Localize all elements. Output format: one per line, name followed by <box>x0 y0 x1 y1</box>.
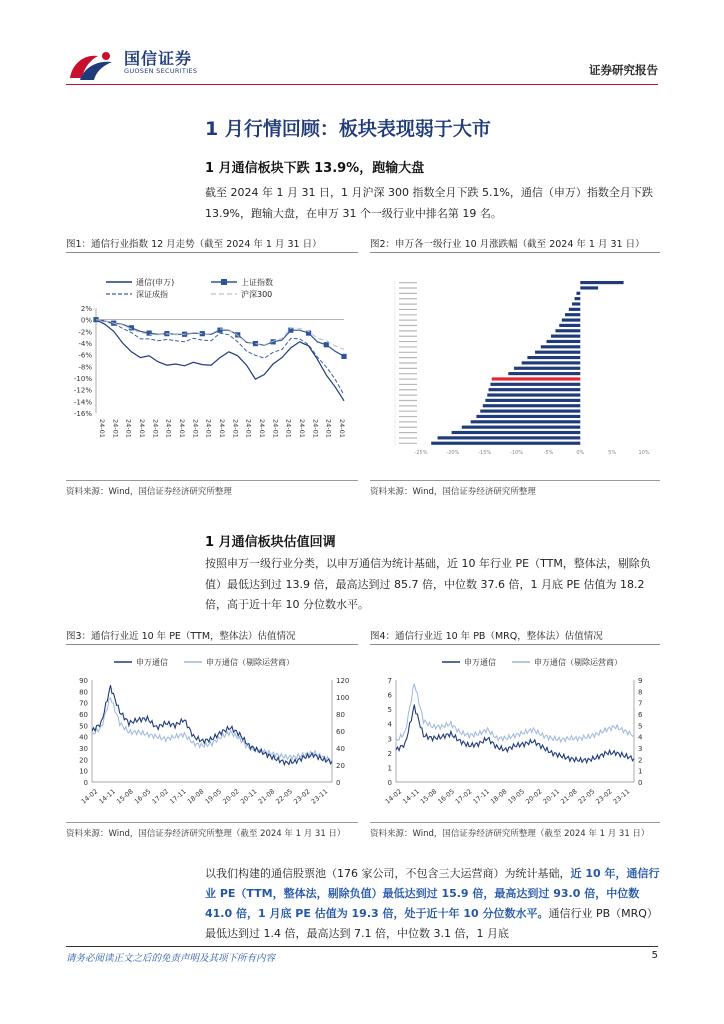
x-tick-label: 24-01 <box>338 419 346 438</box>
y-right-tick-label: 0 <box>638 779 643 787</box>
x-tick-label: 16-05 <box>132 787 153 806</box>
legend-label: 申万通信（剔除运营商） <box>534 658 622 667</box>
figure-2-source: 资料来源：Wind，国信证券经济研究所整理 <box>370 487 536 497</box>
x-tick-label: 23-11 <box>309 787 330 806</box>
y-tick-label: -8% <box>78 363 92 372</box>
y-left-tick-label: 20 <box>79 756 88 765</box>
y-left-tick-label: 60 <box>79 711 88 719</box>
x-tick-label: 24-01 <box>178 419 186 438</box>
bar <box>569 308 580 311</box>
footer-divider <box>66 946 658 947</box>
y-right-tick-label: 5 <box>638 722 643 731</box>
x-tick-label: 23-11 <box>611 787 632 806</box>
y-right-tick-label: 4 <box>638 733 643 742</box>
y-right-tick-label: 80 <box>336 711 345 719</box>
bar <box>452 431 581 434</box>
guosen-logo-icon <box>66 48 116 84</box>
bar <box>438 436 581 439</box>
x-tick-label: 19-05 <box>506 787 527 806</box>
paragraph-3-highlight: 近 10 年，通信行业 PE（TTM，整体法，剔除负值）最低达到过 15.9 倍，最高达到过 93.0 倍，中位数 41.0 倍，1 月底 PE 估值为 19.3 倍，处于近十年 10 分位数水平。 <box>205 867 660 920</box>
bar <box>431 442 580 445</box>
series-line-1 <box>396 684 634 742</box>
x-tick-label: 24-01 <box>191 419 200 438</box>
bar <box>480 410 580 413</box>
x-tick-label: 17-11 <box>471 787 491 806</box>
bar <box>487 393 580 396</box>
header <box>66 44 658 84</box>
x-tick-label: 19-05 <box>203 787 224 806</box>
figure-2-bottom-rule <box>370 480 660 481</box>
y-left-tick-label: 10 <box>79 767 88 776</box>
y-tick-label: -10% <box>73 375 92 383</box>
figure-3-top-rule <box>66 644 358 645</box>
series-marker <box>217 328 222 333</box>
x-tick-label: 18-08 <box>488 787 509 806</box>
bar <box>492 377 581 380</box>
figure-4-chart <box>370 646 660 816</box>
y-right-tick-label: 8 <box>638 688 643 697</box>
y-tick-label: 2% <box>80 305 92 313</box>
x-tick-label: 14-11 <box>97 787 117 806</box>
series-line-1 <box>92 698 332 762</box>
x-tick-label: 24-01 <box>231 419 240 438</box>
x-tick-label: 14-11 <box>401 787 421 806</box>
bar <box>562 318 580 321</box>
x-tick-label: 18-08 <box>185 787 206 806</box>
bar <box>575 297 581 300</box>
x-tick-label: 5% <box>608 450 617 456</box>
series-marker <box>324 342 329 347</box>
y-right-tick-label: 40 <box>336 745 345 753</box>
x-tick-label: 0% <box>576 450 585 456</box>
subsection-title-2: 1 月通信板块估值回调 <box>205 535 336 550</box>
figure-4-title: 图4：通信行业近 10 年 PB（MRQ，整体法）估值情况 <box>370 631 603 642</box>
paragraph-3-tail: 通信行业 PB（MRQ）最低达到过 1.4 倍，最高达到 7.1 倍，中位数 3.1 倍，1 月底 <box>205 907 658 940</box>
report-type-label: 证券研究报告 <box>589 63 658 77</box>
page-number: 5 <box>651 950 658 961</box>
x-tick-label: 22-05 <box>576 787 597 806</box>
bar <box>490 383 580 386</box>
legend-label: 沪深300 <box>241 290 273 299</box>
y-right-tick-label: 120 <box>336 677 350 685</box>
logo-subtext: GUOSEN SECURITIES <box>124 67 198 75</box>
bar <box>489 388 581 391</box>
figure-4-top-rule <box>370 644 660 645</box>
y-tick-label: -16% <box>73 410 92 418</box>
y-left-tick-label: 80 <box>79 688 88 697</box>
x-tick-label: -5% <box>543 450 554 456</box>
legend-label: 申万通信 <box>136 658 168 667</box>
bar <box>580 281 623 284</box>
bar <box>485 399 580 402</box>
x-tick-label: 24-01 <box>138 419 146 438</box>
x-tick-label: 21-08 <box>256 787 277 806</box>
y-tick-label: 0% <box>80 316 92 325</box>
x-tick-label: -10% <box>510 450 524 456</box>
figure-1-title: 图1：通信行业指数 12 月走势（截至 2024 年 1 月 31 日） <box>66 239 322 250</box>
bar <box>576 292 580 295</box>
y-left-tick-label: 70 <box>79 699 88 708</box>
y-right-tick-label: 1 <box>638 767 643 776</box>
y-right-tick-label: 0 <box>336 779 341 787</box>
y-right-tick-label: 7 <box>638 699 643 708</box>
x-tick-label: 24-01 <box>271 419 280 438</box>
x-tick-label: 17-11 <box>168 787 188 806</box>
series-line-0 <box>92 685 332 765</box>
x-tick-label: 24-01 <box>124 419 133 438</box>
bar <box>555 329 580 332</box>
figure-1-bottom-rule <box>66 480 358 481</box>
y-tick-label: -2% <box>78 328 92 337</box>
y-right-tick-label: 60 <box>336 728 345 736</box>
y-right-tick-label: 3 <box>638 745 643 753</box>
x-tick-label: 20-02 <box>221 787 241 806</box>
x-tick-label: 20-02 <box>523 787 544 806</box>
bar <box>462 426 581 429</box>
figure-4-source: 资料来源：Wind，国信证券经济研究所整理（截至 2024 年 1 月 31 日） <box>370 829 650 839</box>
bar <box>551 335 580 338</box>
bar <box>547 340 581 343</box>
y-left-tick-label: 7 <box>387 677 392 685</box>
x-tick-label: 24-01 <box>324 419 333 438</box>
bar <box>514 367 580 370</box>
y-left-tick-label: 40 <box>79 733 88 742</box>
x-tick-label: 17-02 <box>150 787 171 806</box>
y-left-tick-label: 2 <box>387 749 392 758</box>
bar <box>580 286 598 289</box>
x-tick-label: 17-02 <box>453 787 474 806</box>
x-tick-label: 24-01 <box>98 419 106 438</box>
figure-2-title: 图2：申万各一级行业 10 月涨跌幅（截至 2024 年 1 月 31 日） <box>370 239 645 250</box>
x-tick-label: 24-01 <box>298 419 306 438</box>
x-tick-label: 24-01 <box>151 419 160 438</box>
x-tick-label: 10% <box>638 450 650 456</box>
x-tick-label: 21-08 <box>559 787 579 806</box>
bar <box>535 351 580 354</box>
legend-label: 申万通信（剔除运营商） <box>206 658 294 667</box>
y-left-tick-label: 90 <box>79 677 88 685</box>
logo-text: 国信证券 <box>124 49 193 68</box>
bar <box>541 345 581 348</box>
figure-1-chart <box>66 256 358 476</box>
bar <box>471 420 581 423</box>
series-line-0 <box>396 705 634 763</box>
paragraph-1: 截至 2024 年 1 月 31 日，1 月沪深 300 指数全月下跌 5.1%，通信（申万）指数全月下跌 13.9%，跑输大盘，在申万 31 个一级行业中排名第 19 名。 <box>205 186 653 220</box>
y-tick-label: -14% <box>73 398 92 407</box>
figure-3-bottom-rule <box>66 822 358 823</box>
y-left-tick-label: 6 <box>387 691 392 700</box>
legend-label: 深证成指 <box>136 290 168 299</box>
x-tick-label: 14-02 <box>383 787 404 806</box>
legend-label: 申万通信 <box>464 658 496 667</box>
y-right-tick-label: 20 <box>336 762 345 770</box>
y-tick-label: -6% <box>78 351 92 360</box>
bar <box>527 356 580 359</box>
bar <box>522 361 581 364</box>
y-left-tick-label: 50 <box>79 722 88 731</box>
y-tick-label: -4% <box>78 340 92 348</box>
x-tick-label: 15-08 <box>418 787 439 806</box>
series-line-1 <box>96 320 344 357</box>
y-left-tick-label: 4 <box>387 720 392 729</box>
series-marker <box>341 354 346 359</box>
y-left-tick-label: 0 <box>83 779 88 787</box>
x-tick-label: 22-05 <box>274 787 294 806</box>
x-tick-label: 24-01 <box>311 419 320 438</box>
x-tick-label: -20% <box>446 450 460 456</box>
x-tick-label: 20-11 <box>541 787 562 806</box>
bar <box>483 404 580 407</box>
figure-3-source: 资料来源：Wind，国信证券经济研究所整理（截至 2024 年 1 月 31 日） <box>66 829 346 839</box>
y-right-tick-label: 6 <box>638 711 643 719</box>
header-divider <box>66 84 658 85</box>
y-left-tick-label: 1 <box>387 764 392 773</box>
figure-3-chart <box>66 646 358 816</box>
bar <box>559 324 580 327</box>
y-right-tick-label: 100 <box>336 694 350 702</box>
figure-4-bottom-rule <box>370 822 660 823</box>
figure-1-source: 资料来源：Wind，国信证券经济研究所整理 <box>66 487 232 497</box>
bar <box>572 302 580 305</box>
x-tick-label: 24-01 <box>284 419 293 438</box>
section-title: 1 月行情回顾：板块表现弱于大市 <box>205 118 491 140</box>
y-right-tick-label: 9 <box>638 677 643 685</box>
bar <box>508 372 580 375</box>
figure-2-top-rule <box>370 252 660 253</box>
y-left-tick-label: 5 <box>387 706 392 715</box>
x-tick-label: 24-01 <box>218 419 226 438</box>
y-left-tick-label: 30 <box>79 745 88 753</box>
x-tick-label: 24-01 <box>111 419 120 438</box>
footer-disclaimer: 请务必阅读正文之后的免责声明及其项下所有内容 <box>66 953 276 964</box>
x-tick-label: 24-01 <box>244 419 253 438</box>
x-tick-label: 24-01 <box>164 419 173 438</box>
bar <box>565 313 580 316</box>
y-tick-label: -12% <box>73 386 92 395</box>
x-tick-label: -15% <box>478 450 492 456</box>
figure-2-chart <box>366 256 660 476</box>
y-left-tick-label: 3 <box>387 735 392 744</box>
x-tick-label: 23-02 <box>291 787 312 806</box>
x-tick-label: 15-08 <box>115 787 135 806</box>
legend-marker <box>221 279 227 285</box>
x-tick-label: -25% <box>414 450 428 456</box>
x-tick-label: 24-01 <box>258 419 266 438</box>
x-tick-label: 14-02 <box>79 787 100 806</box>
subsection-title-1: 1 月通信板块下跌 13.9%，跑输大盘 <box>205 161 425 176</box>
y-left-tick-label: 0 <box>387 779 392 787</box>
figure-1-top-rule <box>66 252 358 253</box>
x-tick-label: 16-05 <box>436 787 456 806</box>
legend-label: 上证指数 <box>241 278 273 287</box>
figure-3-title: 图3：通信行业近 10 年 PE（TTM，整体法）估值情况 <box>66 631 296 642</box>
x-tick-label: 20-11 <box>238 787 259 806</box>
x-tick-label: 24-01 <box>204 419 213 438</box>
y-right-tick-label: 2 <box>638 756 643 765</box>
x-tick-label: 23-02 <box>594 787 614 806</box>
bar <box>476 415 580 418</box>
paragraph-3-lead: 以我们构建的通信股票池（176 家公司，不包含三大运营商）为统计基础， <box>205 867 571 880</box>
legend-label: 通信(申万) <box>136 278 175 287</box>
paragraph-3 <box>205 864 660 944</box>
paragraph-2: 按照申万一级行业分类，以申万通信为统计基础，近 10 年行业 PE（TTM，整体法，剔除负值）最低达到过 13.9 倍，最高达到过 85.7 倍，中位数 37.6 倍，1 月底 PE 估值为 18.2 倍，高于近十年 10 分位数水平。 <box>205 557 651 611</box>
